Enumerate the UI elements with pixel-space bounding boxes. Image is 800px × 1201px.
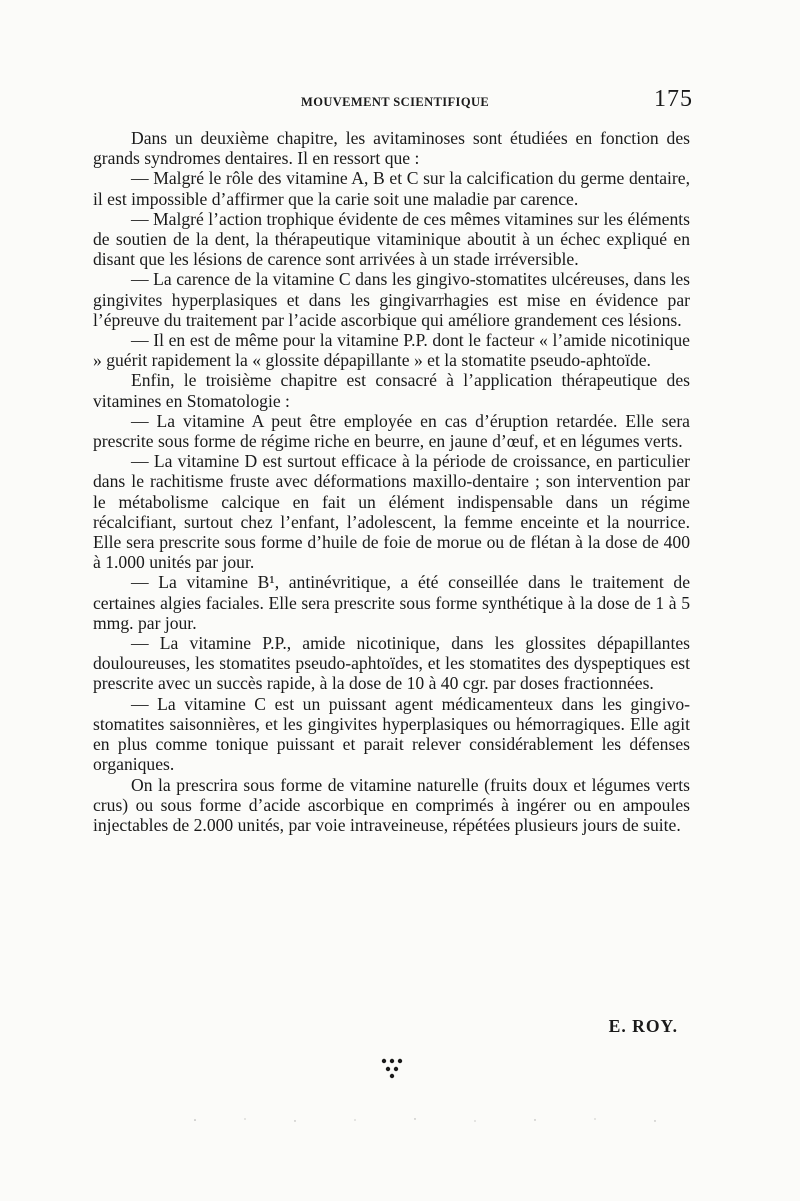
print-specks: [185, 1110, 685, 1130]
paragraph: — La vitamine P.P., amide nicotinique, dans les glossites dépapillantes douloureuses, les stomatites pseudo-aphtoïdes, et les stomatites des dyspeptiques est prescrite avec un succès rapide, à la dose de 10 à 40 cgr. par doses fractionnées.: [93, 633, 690, 694]
author-signature: E. ROY.: [608, 1016, 678, 1036]
page-header: [93, 86, 693, 116]
ornament-icon: [380, 1056, 404, 1080]
running-title: MOUVEMENT SCIENTIFIQUE: [301, 95, 490, 109]
paragraph: On la prescrira sous forme de vitamine naturelle (fruits doux et légumes verts crus) ou sous forme d’acide ascorbique en comprimés à ingérer ou en ampoules injectables de 2.000 unités, par voie intraveineuse, répétées plusieurs jours de suite.: [93, 774, 690, 835]
paragraph: — La vitamine D est surtout efficace à la période de croissance, en particulier dans le rachitisme fruste avec déformations maxillo-dentaire ; son intervention par le métabolisme calcique en fait un élément indispensable dans un régime récalcifiant, surtout chez l’enfant, l’adolescent, la femme enceinte et la nourrice. Elle sera prescrite sous forme d’huile de foie de morue ou de flétan à la dose de 400 à 1.000 unités par jour.: [93, 451, 690, 573]
body-text: [93, 128, 690, 835]
paragraph: Dans un deuxième chapitre, les avitaminoses sont étudiées en fonction des grands syndromes dentaires. Il en ressort que :: [93, 128, 690, 169]
paragraph: — La vitamine A peut être employée en cas d’éruption retardée. Elle sera prescrite sous forme de régime riche en beurre, en jaune d’œuf, et en légumes verts.: [93, 410, 690, 452]
paragraph: — Malgré l’action trophique évidente de ces mêmes vitamines sur les éléments de soutien de la dent, la thérapeutique vitaminique aboutit à un échec expliqué en disant que les lésions de carence sont arrivées à un stade irréversible.: [93, 208, 690, 270]
paragraph: Enfin, le troisième chapitre est consacré à l’application thérapeutique des vitamines en Stomatologie :: [93, 370, 690, 411]
paragraph: — Il en est de même pour la vitamine P.P. dont le facteur « l’amide nicotinique » guérit rapidement la « glossite dépapillante » et la stomatite pseudo-aphtoïde.: [93, 330, 690, 371]
paragraph: — La carence de la vitamine C dans les gingivo-stomatites ulcéreuses, dans les gingivites hyperplasiques et dans les gingivarrhagies est mise en évidence par l’épreuve du traitement par l’acide ascorbique qui améliore grandement ces lésions.: [93, 269, 690, 330]
paragraph: — Malgré le rôle des vitamine A, B et C sur la calcification du germe dentaire, il est impossible d’affirmer que la carie soit une maladie par carence.: [93, 168, 690, 209]
paragraph: — La vitamine C est un puissant agent médicamenteux dans les gingivo-stomatites saisonnières, et les gingivites hyperplasiques ou hémorragiques. Elle agit en plus comme tonique puissant et parait relever considérablement les défenses organiques.: [93, 693, 690, 775]
paragraph: — La vitamine B¹, antinévritique, a été conseillée dans le traitement de certaines algies faciales. Elle sera prescrite sous forme synthétique à la dose de 1 à 5 mmg. par jour.: [93, 572, 690, 633]
page-number: 175: [654, 86, 693, 112]
